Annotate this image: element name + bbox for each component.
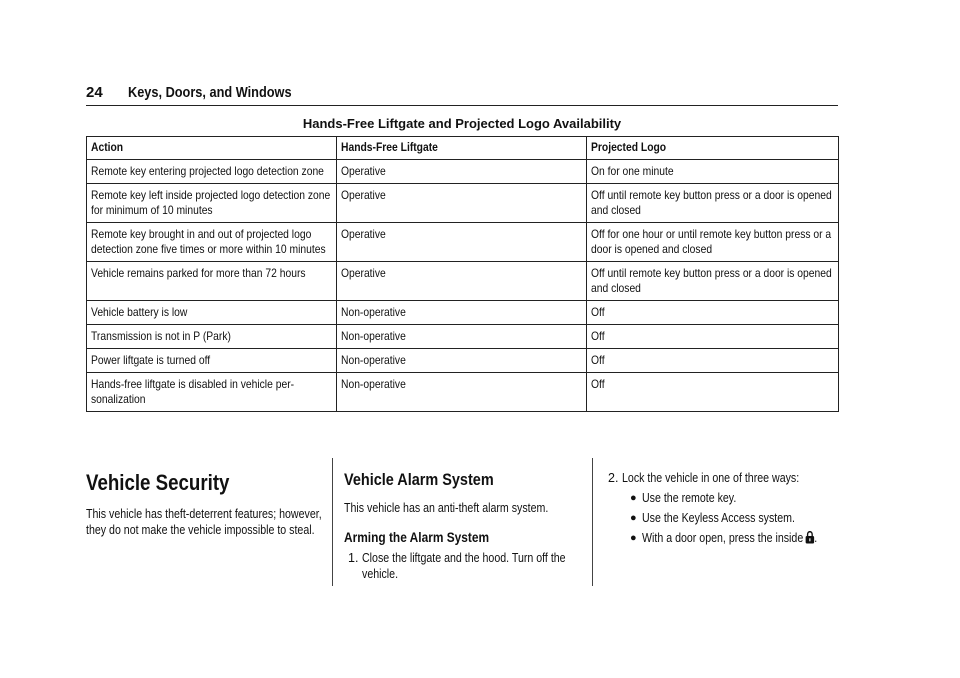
- column-header: Hands-Free Liftgate: [337, 137, 587, 160]
- alarm-system-section: [344, 470, 584, 582]
- table-row: [87, 184, 839, 223]
- section-body: This vehicle has theft-deterrent features; however, they do not make the vehicle impossible to steal.: [86, 507, 322, 537]
- step-2-section: [604, 470, 844, 548]
- table-cell: Off: [587, 373, 839, 412]
- column-header: Action: [87, 137, 337, 160]
- step-number: 2.: [608, 471, 619, 485]
- step-1: [344, 550, 584, 582]
- availability-table: [86, 136, 839, 412]
- list-item: ● With a door open, press the inside .: [630, 530, 844, 548]
- table-cell: Off: [587, 349, 839, 373]
- table-cell: Non-operative: [337, 301, 587, 325]
- table-cell: Non-operative: [337, 349, 587, 373]
- table-cell: Off for one hour or until remote key button press or a door is opened and closed: [587, 223, 839, 262]
- step-text: Close the liftgate and the hood. Turn off the vehicle.: [362, 551, 566, 581]
- table-cell: Off until remote key button press or a door is opened and closed: [587, 184, 839, 223]
- step-number: 1.: [348, 551, 359, 565]
- page-header: [86, 84, 838, 106]
- table-row: [87, 262, 839, 301]
- table-row: [87, 325, 839, 349]
- bullet-icon: ●: [630, 532, 637, 544]
- table-cell: Vehicle battery is low: [87, 301, 337, 325]
- list-item: ● Use the Keyless Access system.: [630, 511, 795, 525]
- section-title: Keys, Doors, and Windows: [128, 84, 292, 101]
- table-cell: Remote key brought in and out of projected logo detection zone five times or more within 10 minutes: [87, 223, 337, 262]
- table-cell: Transmission is not in P (Park): [87, 325, 337, 349]
- table-cell: On for one minute: [587, 160, 839, 184]
- table-cell: Remote key left inside projected logo detection zone for minimum of 10 minutes: [87, 184, 337, 223]
- table-title: Hands-Free Liftgate and Projected Logo Availability: [302, 116, 622, 131]
- page-number: 24: [86, 84, 103, 101]
- table-cell: Operative: [337, 160, 587, 184]
- section-heading: Vehicle Security: [86, 470, 230, 495]
- lock-methods-list: [630, 490, 844, 548]
- table-cell: Operative: [337, 223, 587, 262]
- table-cell: Off: [587, 325, 839, 349]
- table-row: [87, 301, 839, 325]
- section-heading: Vehicle Alarm System: [344, 470, 494, 489]
- step-2: [604, 470, 844, 486]
- lock-icon: [805, 531, 814, 548]
- table-row: [87, 160, 839, 184]
- bullet-icon: ●: [630, 512, 637, 524]
- table-cell: Remote key entering projected logo detection zone: [87, 160, 337, 184]
- table-cell: Power liftgate is turned off: [87, 349, 337, 373]
- table-header-row: [87, 137, 839, 160]
- table-row: [87, 373, 839, 412]
- table-cell: Off until remote key button press or a door is opened and closed: [587, 262, 839, 301]
- column-header: Projected Logo: [587, 137, 839, 160]
- table-cell: Operative: [337, 184, 587, 223]
- list-item: ● Use the remote key.: [630, 491, 737, 505]
- bullet-icon: ●: [630, 492, 637, 504]
- vehicle-security-section: [86, 470, 326, 538]
- column-divider: [332, 458, 333, 586]
- table-cell: Non-operative: [337, 325, 587, 349]
- section-body: This vehicle has an anti-theft alarm system.: [344, 501, 549, 515]
- step-text: Lock the vehicle in one of three ways:: [622, 471, 800, 485]
- table-cell: Hands-free liftgate is disabled in vehicle per-sonalization: [87, 373, 337, 412]
- table-row: [87, 349, 839, 373]
- table-cell: Operative: [337, 262, 587, 301]
- table-row: [87, 223, 839, 262]
- table-cell: Off: [587, 301, 839, 325]
- subsection-heading: Arming the Alarm System: [344, 529, 490, 545]
- table-cell: Non-operative: [337, 373, 587, 412]
- table-cell: Vehicle remains parked for more than 72 hours: [87, 262, 337, 301]
